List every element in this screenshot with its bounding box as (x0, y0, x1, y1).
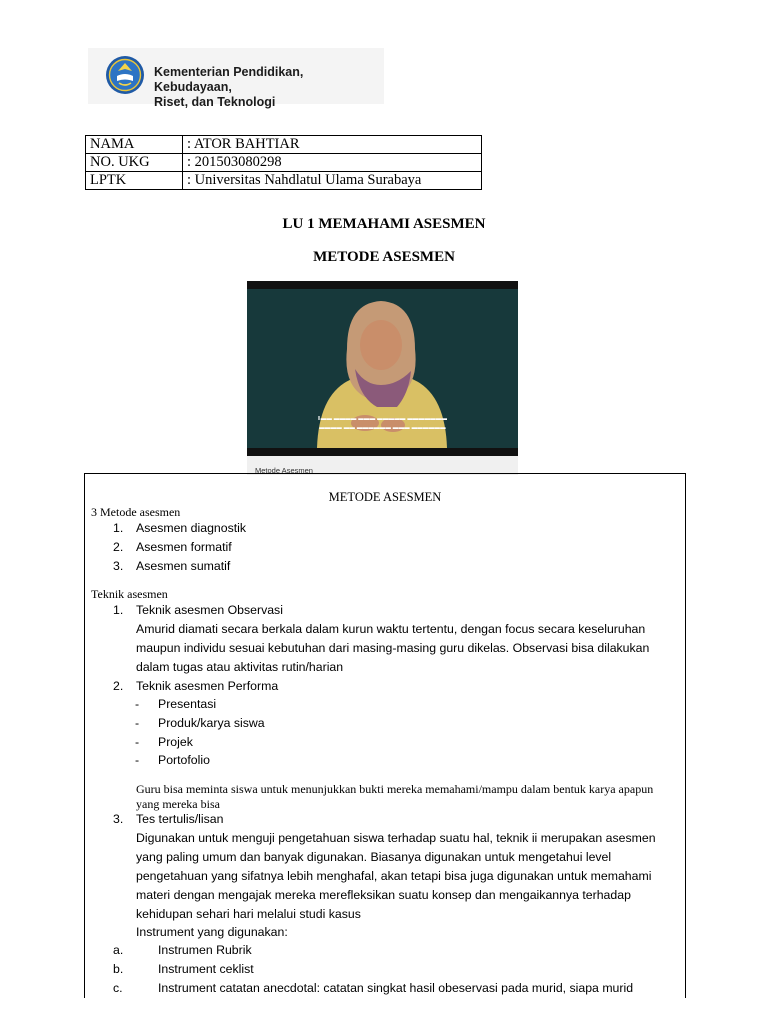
bullet-dash: - (135, 753, 140, 767)
video-frame (247, 289, 518, 448)
video-subtitle-line-2: ▬▬▬▬ ▬▬ ▬▬▬▬▬▬ ▬▬▬ ▬▬▬▬▬▬ (319, 425, 446, 431)
list-number: 1. (113, 521, 124, 535)
bullet-dash: - (135, 697, 140, 711)
list-item: Instrument catatan anecdotal: catatan singkat hasil obeservasi pada murid, siapa murid (158, 981, 634, 995)
table-row (86, 154, 482, 172)
table-row (86, 136, 482, 154)
ministry-line-2: Riset, dan Teknologi (154, 95, 276, 109)
video-subtitle-line-1: Ⅱ▬▬ ▬▬▬▬ ▬▬▬ ▬▬▬▬▬ ▬▬▬▬▬▬▬ (317, 416, 448, 422)
identity-value: : ATOR BAHTIAR (183, 136, 482, 154)
tut-wuri-handayani-logo-icon (105, 54, 145, 96)
ministry-name (154, 65, 384, 110)
list-number: 1. (113, 603, 124, 617)
table-row (86, 172, 482, 190)
instrument-heading: Instrument yang digunakan: (136, 925, 288, 939)
list-item: Teknik asesmen Observasi (136, 603, 283, 617)
list-number: 3. (113, 812, 124, 826)
video-letterbox-top (247, 281, 518, 289)
list-item: Asesmen sumatif (136, 559, 231, 573)
list-item: Teknik asesmen Performa (136, 679, 279, 693)
list-letter: c. (113, 981, 123, 995)
video-thumbnail[interactable] (247, 281, 518, 475)
list-item: Produk/karya siswa (158, 716, 265, 730)
list-letter: a. (113, 943, 124, 957)
identity-key: NO. UKG (86, 154, 183, 172)
video-caption: Metode Asesmen (255, 466, 313, 475)
list-number: 3. (113, 559, 124, 573)
list-number: 2. (113, 540, 124, 554)
methods-heading: 3 Metode asesmen (91, 505, 181, 519)
list-item: Tes tertulis/lisan (136, 812, 224, 826)
content-box (84, 473, 686, 998)
identity-value: : Universitas Nahdlatul Ulama Surabaya (183, 172, 482, 190)
identity-value: : 201503080298 (183, 154, 482, 172)
list-item: Portofolio (158, 753, 210, 767)
list-item: Projek (158, 735, 193, 749)
list-letter: b. (113, 962, 124, 976)
list-item: Instrumen Rubrik (158, 943, 252, 957)
ministry-header (88, 48, 384, 109)
identity-key: NAMA (86, 136, 183, 154)
performa-note: Guru bisa meminta siswa untuk menunjukkan bukti mereka memahami/mampu dalam bentuk karya apapun yang mereka bisa (136, 782, 654, 811)
list-item: Presentasi (158, 697, 217, 711)
list-item: Asesmen diagnostik (136, 521, 247, 535)
identity-key: LPTK (86, 172, 183, 190)
techniques-heading: Teknik asesmen (91, 587, 168, 601)
content-box-title: METODE ASESMEN (328, 490, 442, 504)
list-item: Asesmen formatif (136, 540, 232, 554)
tes-description: Digunakan untuk menguji pengetahuan siswa terhadap suatu hal, teknik ii merupakan asesmen yang paling umum dan banyak digunakan. Biasanya digunakan untuk mengetahui level pengetahuan yang sifatnya lebih menghafal, akan tetapi bisa juga digunakan untuk memahami materi dengan mengajak mereka merefleksikan suatu konsep dan mengaikannya terhadap kehidupan sehari hari melalui studi kasus (136, 831, 656, 921)
page-title: LU 1 MEMAHAMI ASESMEN (282, 216, 486, 232)
video-letterbox-bottom (247, 448, 518, 456)
page-subtitle: METODE ASESMEN (313, 249, 455, 265)
observasi-description: Amurid diamati secara berkala dalam kurun waktu tertentu, dengan focus secara keseluruhan maupun individu sesuai kebutuhan dari masing-masing guru dikelas. Observasi bisa dilakukan dalam tugas atau aktivitas rutin/harian (136, 622, 650, 674)
bullet-dash: - (135, 716, 140, 730)
identity-table (85, 135, 482, 190)
list-item: Instrument ceklist (158, 962, 254, 976)
list-number: 2. (113, 679, 124, 693)
bullet-dash: - (135, 735, 140, 749)
ministry-line-1: Kementerian Pendidikan, Kebudayaan, (154, 65, 304, 94)
